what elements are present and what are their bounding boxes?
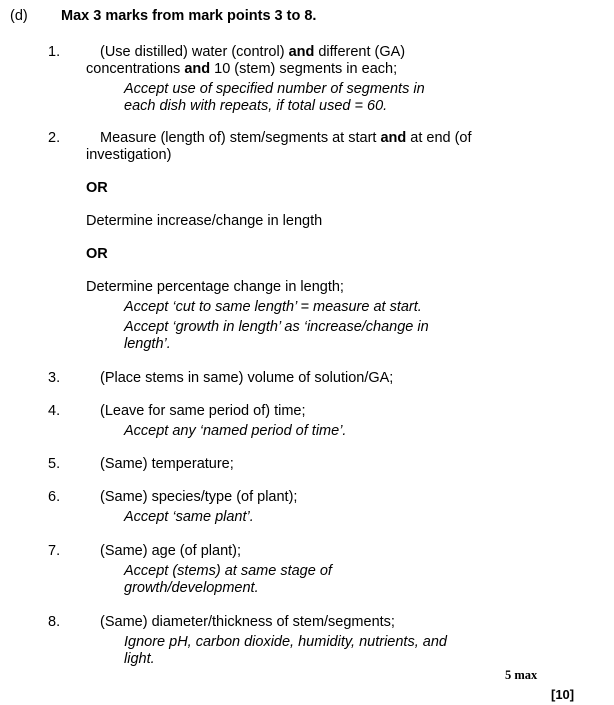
point-6-text: (Same) species/type (of plant); (100, 489, 298, 505)
point-7-text: (Same) age (of plant); (100, 543, 242, 559)
or-label: OR (86, 180, 108, 196)
point-number: 6. (48, 489, 61, 505)
point-number: 7. (48, 543, 61, 559)
total-marks: [10] (551, 687, 575, 702)
point-2-note-2-line-2: length’. (124, 336, 171, 352)
point-2-line-1: Measure (length of) stem/segments at start and at end (of (100, 130, 472, 146)
point-number: 4. (48, 403, 61, 419)
or-label: OR (86, 246, 108, 262)
point-7-note-line-2: growth/development. (124, 580, 259, 596)
point-6-note: Accept ‘same plant’. (124, 509, 254, 525)
point-3-text: (Place stems in same) volume of solution/GA; (100, 370, 394, 386)
point-4-text: (Leave for same period of) time; (100, 403, 306, 419)
point-4-note: Accept any ‘named period of time’. (124, 423, 347, 439)
point-2-alternative-2: Determine percentage change in length; (86, 279, 344, 295)
point-5-text: (Same) temperature; (100, 456, 234, 472)
point-1-note-line-2: each dish with repeats, if total used = 60. (124, 98, 388, 114)
section-heading: Max 3 marks from mark points 3 to 8. (61, 8, 317, 24)
point-number: 2. (48, 130, 61, 146)
point-2-note-2-line-1: Accept ‘growth in length’ as ‘increase/change in (124, 319, 429, 335)
marks-max: 5 max (505, 668, 538, 682)
point-7-note-line-1: Accept (stems) at same stage of (124, 563, 332, 579)
point-1-line-2: concentrations and 10 (stem) segments in each; (86, 61, 398, 77)
point-8-text: (Same) diameter/thickness of stem/segments; (100, 614, 395, 630)
point-8-note-line-1: Ignore pH, carbon dioxide, humidity, nutrients, and (124, 634, 447, 650)
point-2-note-1: Accept ‘cut to same length’ = measure at start. (124, 299, 422, 315)
point-1-note-line-1: Accept use of specified number of segments in (124, 81, 425, 97)
point-number: 3. (48, 370, 61, 386)
point-number: 5. (48, 456, 61, 472)
part-label: (d) (10, 8, 28, 24)
point-number: 1. (48, 44, 61, 60)
point-8-note-line-2: light. (124, 651, 155, 667)
point-2-line-2: investigation) (86, 147, 172, 163)
point-number: 8. (48, 614, 61, 630)
point-2-alternative-1: Determine increase/change in length (86, 213, 323, 229)
point-1-line-1: (Use distilled) water (control) and different (GA) (100, 44, 406, 60)
